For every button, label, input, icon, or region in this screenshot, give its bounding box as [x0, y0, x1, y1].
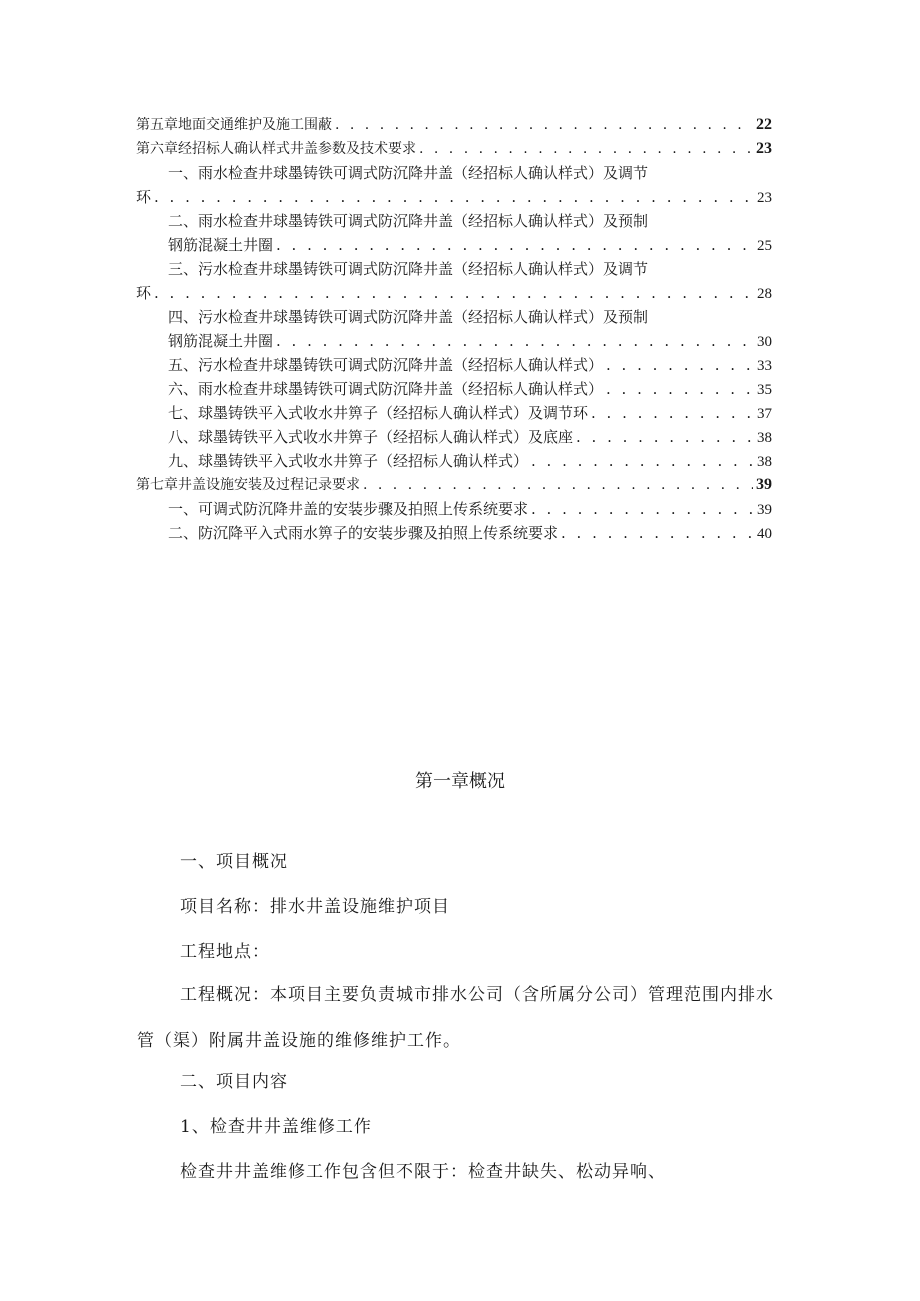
toc-leader	[531, 497, 754, 521]
toc-page-number: 38	[757, 454, 772, 470]
toc-leader	[276, 233, 754, 257]
toc-page-number: 38	[757, 430, 772, 446]
toc-page-number: 30	[757, 334, 772, 350]
section-heading: 一、项目概况	[180, 852, 288, 872]
toc-entry[interactable]	[136, 473, 772, 497]
toc-entry[interactable]	[136, 425, 772, 449]
toc-page-number: 22	[756, 116, 772, 133]
toc-entry[interactable]	[136, 449, 772, 473]
project-location: 工程地点：	[180, 942, 270, 962]
toc-title-line2: 钢筋混凝土井圈	[168, 332, 274, 350]
toc-leader	[561, 521, 754, 545]
toc-title: 六、雨水检查井球墨铸铁可调式防沉降井盖（经招标人确认样式）	[168, 380, 604, 398]
toc-page-number: 39	[756, 476, 772, 493]
toc-leader	[335, 113, 753, 137]
toc-page-number: 25	[757, 238, 772, 254]
toc-page-number: 23	[756, 140, 772, 157]
toc-leader	[419, 137, 753, 161]
toc-title-line2: 环	[136, 188, 152, 206]
toc-title: 第七章井盖设施安装及过程记录要求	[136, 477, 360, 493]
toc-title: 一、可调式防沉降井盖的安装步骤及拍照上传系统要求	[168, 500, 529, 518]
toc-leader	[576, 425, 754, 449]
toc-entry[interactable]	[136, 401, 772, 425]
toc-leader	[363, 473, 753, 497]
toc-leader	[154, 281, 754, 305]
toc-page-number: 35	[757, 382, 772, 398]
project-name: 项目名称：排水井盖设施维护项目	[180, 897, 450, 917]
toc-title-line1: 二、雨水检查井球墨铸铁可调式防沉降井盖（经招标人确认样式）及预制	[168, 212, 649, 230]
toc-leader	[276, 329, 754, 353]
toc-page-number: 37	[757, 406, 772, 422]
toc-title-line2: 钢筋混凝土井圈	[168, 236, 274, 254]
toc-entry[interactable]	[136, 521, 772, 545]
table-of-contents	[136, 113, 772, 545]
toc-entry[interactable]	[136, 161, 772, 209]
toc-entry[interactable]	[136, 353, 772, 377]
toc-leader	[606, 377, 754, 401]
project-overview: 工程概况：本项目主要负责城市排水公司（含所属分公司）管理范围内排水管（渠）附属井盖设施的维修维护工作。	[137, 985, 774, 1051]
toc-title-line1: 三、污水检查井球墨铸铁可调式防沉降井盖（经招标人确认样式）及调节	[168, 260, 649, 278]
toc-page-number: 40	[757, 526, 772, 542]
item-heading: 1、检查井井盖维修工作	[180, 1117, 372, 1137]
toc-entry[interactable]	[136, 497, 772, 521]
toc-title: 第六章经招标人确认样式井盖参数及技术要求	[136, 141, 416, 157]
toc-entry[interactable]	[136, 305, 772, 353]
toc-entry[interactable]	[136, 209, 772, 257]
toc-title: 九、球墨铸铁平入式收水井箅子（经招标人确认样式）	[168, 452, 529, 470]
toc-title: 七、球墨铸铁平入式收水井箅子（经招标人确认样式）及调节环	[168, 404, 589, 422]
toc-title: 五、污水检查井球墨铸铁可调式防沉降井盖（经招标人确认样式）	[168, 356, 604, 374]
toc-page-number: 28	[757, 286, 772, 302]
toc-title-line1: 一、雨水检查井球墨铸铁可调式防沉降井盖（经招标人确认样式）及调节	[168, 164, 649, 182]
toc-entry[interactable]	[136, 113, 772, 137]
toc-leader	[154, 185, 754, 209]
toc-leader	[531, 449, 754, 473]
toc-title-line1: 四、污水检查井球墨铸铁可调式防沉降井盖（经招标人确认样式）及预制	[168, 308, 649, 326]
toc-page-number: 39	[757, 502, 772, 518]
toc-page-number: 23	[757, 190, 772, 206]
toc-entry[interactable]	[136, 377, 772, 401]
toc-title-line2: 环	[136, 284, 152, 302]
toc-title: 二、防沉降平入式雨水箅子的安装步骤及拍照上传系统要求	[168, 524, 559, 542]
item-text: 检查井井盖维修工作包含但不限于：检查井缺失、松动异响、	[180, 1162, 666, 1182]
toc-entry[interactable]	[136, 137, 772, 161]
toc-leader	[606, 353, 754, 377]
toc-title: 八、球墨铸铁平入式收水井箅子（经招标人确认样式）及底座	[168, 428, 574, 446]
section-heading: 二、项目内容	[180, 1072, 288, 1092]
toc-title: 第五章地面交通维护及施工围蔽	[136, 117, 332, 133]
toc-entry[interactable]	[136, 257, 772, 305]
toc-leader	[591, 401, 754, 425]
chapter-title: 第一章概况	[415, 771, 505, 792]
toc-page-number: 33	[757, 358, 772, 374]
